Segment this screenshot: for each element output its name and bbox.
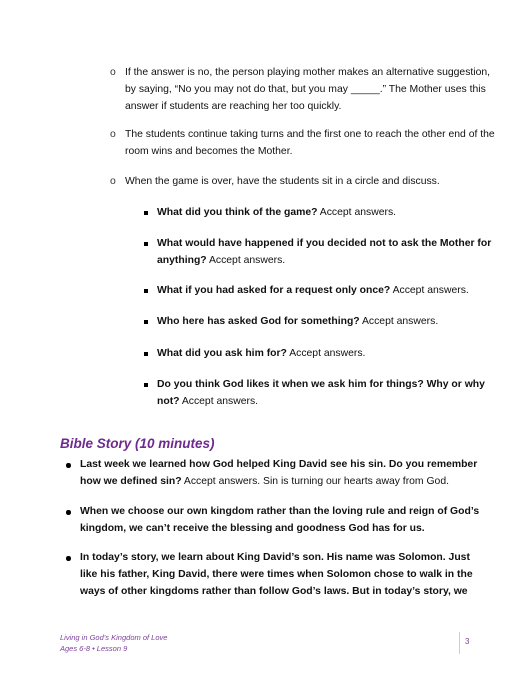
round-bullet-icon [66, 463, 71, 468]
footer-divider [459, 632, 460, 654]
discussion-question-4: Who here has asked God for something? Accept answers. [157, 316, 439, 327]
square-bullet-icon [144, 352, 148, 356]
discussion-question-2: What would have happened if you decided not to ask the Mother for anything? Accept answers. [157, 238, 492, 266]
footer-title: Living in God’s Kingdom of Love [60, 633, 168, 642]
square-bullet-icon [144, 289, 148, 293]
discussion-question-6: Do you think God likes it when we ask him for things? Why or why not? Accept answers. [157, 379, 485, 407]
sub-item-line: The students continue taking turns and the first one to reach the other end of the [125, 129, 495, 140]
discussion-question-3: What if you had asked for a request only once? Accept answers. [157, 285, 469, 296]
sub-bullet-marker: o [110, 129, 116, 140]
square-bullet-icon [144, 383, 148, 387]
story-item-2: When we choose our own kingdom rather than the loving rule and reign of God’s kingdom, we can’t receive the blessing and goodness God has for us. [80, 506, 480, 534]
sub-item-line: When the game is over, have the students sit in a circle and discuss. [125, 176, 440, 187]
sub-item-line: by saying, “No you may not do that, but you may _____.” The Mother uses this [125, 84, 486, 95]
sub-item-line: If the answer is no, the person playing mother makes an alternative suggestion, [125, 67, 491, 78]
footer-subtitle: Ages 6-8 • Lesson 9 [60, 644, 128, 653]
section-heading: Bible Story (10 minutes) [60, 436, 215, 451]
sub-bullet-marker: o [110, 67, 116, 78]
sub-item-line: room wins and becomes the Mother. [125, 146, 293, 157]
sub-item-2 [125, 126, 495, 160]
square-bullet-icon [144, 211, 148, 215]
discussion-question-1: What did you think of the game? Accept answers. [157, 207, 397, 218]
round-bullet-icon [66, 556, 71, 561]
square-bullet-icon [144, 320, 148, 324]
sub-item-1 [125, 64, 490, 115]
square-bullet-icon [144, 242, 148, 246]
sub-bullet-marker: o [110, 176, 116, 187]
story-item-1: Last week we learned how God helped King David see his sin. Do you remember how we defined sin? Accept answers. Sin is turning our hearts away from God. [80, 459, 478, 487]
round-bullet-icon [66, 510, 71, 515]
page-number: 3 [465, 637, 470, 646]
story-item-3: In today’s story, we learn about King David’s son. His name was Solomon. Just like his father, King David, there were times when Solomon chose to walk in the ways of other kingdoms rather than follow God’s laws. But in today’s story, we [80, 552, 473, 597]
discussion-question-5: What did you ask him for? Accept answers. [157, 348, 366, 359]
sub-item-line: answer if students are reaching her too quickly. [125, 101, 342, 112]
sub-item-3 [125, 173, 440, 190]
